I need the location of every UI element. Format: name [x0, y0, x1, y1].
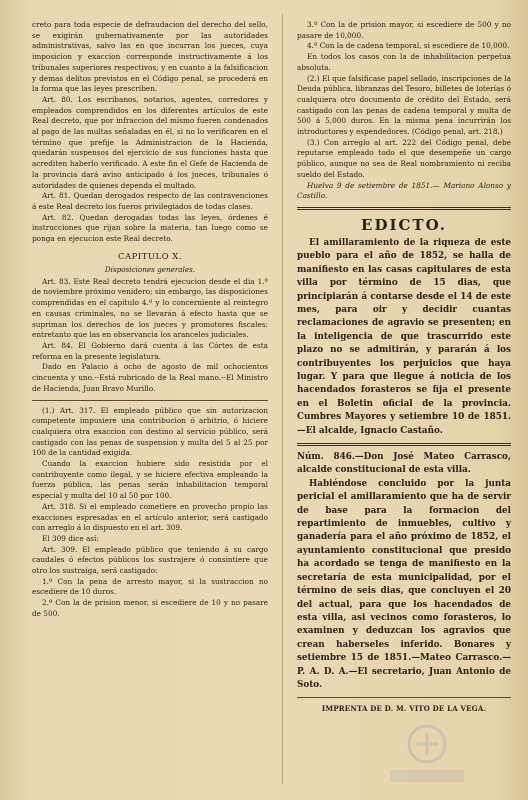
paragraph: 1.º Con la pena de arresto mayor, si la sustraccion no escediere de 10 duros.: [32, 576, 268, 597]
article-84: Art. 84. El Gobierno dará cuenta á las Córtes de esta reforma en la presente legislatura.: [32, 340, 268, 361]
footnote-3: (3.) Con arreglo al art. 222 del Código penal, debe reputarse empleado todo el que desempeñe un cargo público, aunque no sea de Real nombramiento ni reciba sueldo del Estado.: [297, 137, 511, 179]
article-83: Art. 83. Este Real decreto tendrá ejecucion desde el dia 1.º de noviembre próximo venidero; sin embargo, las disposiciones comprendidas en el capítulo 4.º y lo concerniente al reintegro en causas criminales, no se llevarán á efecto hasta que se supriman los derechos de los jueces y promotores fiscales: entretanto que las en observancia los aranceles judiciales.: [32, 276, 268, 340]
article-82: Art. 82. Quedan derogadas todas las leyes, órdenes é instrucciones que rijan sobre la materia, tan luego como se ponga en ejecucion este Real decreto.: [32, 212, 268, 244]
right-column: [297, 0, 511, 714]
chapter-heading: CAPITULO X.: [117, 251, 183, 262]
paragraph: El 309 dice así:: [42, 533, 99, 543]
paragraph: creto para toda especie de defraudacion del derecho del sello, se exigirán gubernativamente por las autoridades administrativas, salvo las en que incurran los jueces, cuya imposicion y exaccion corresponde instructivamente á los tribunales superiores respectivos; y en cuanto á la falsificacion y demas delitos previstos en el Código penal, se procederá en la forma que las leyes prescriben.: [32, 20, 268, 94]
edicto-title: EDICTO.: [361, 215, 447, 234]
article-80: Art. 80. Los escribanos, notarios, agentes, corredores y empleados comprendidos en los diferentes artículos de este Real decreto, que por infraccion del mismo fueren condenados al pago de las multas señaladas en él, si no lo verificaren en el término que prefije la Administracion de la Hacienda, quedarán suspensos del ejercicio de sus funciones hasta que acrediten haberlo verificado. A este fin el Gefe de Hacienda de la provincia dará aviso anticipado á los jueces, tribunales ó autoridades de quienes dependa el multado.: [32, 94, 268, 190]
paragraph: 4.º Con la de cadena temporal, si escediere de 10,000.: [307, 41, 510, 51]
footnote-1: (1.) Art. 317. El empleado público que sin autorizacion competente impusiere una contribucion ó arbitrio, ó hiciere cualquiera otra exaccion con destino al servicio público, será castigado con las penas de suspension y multa del 5 al 25 por 100 de la cantidad exigida.: [32, 405, 268, 458]
signature-line: Huelva 9 de setiembre de 1851.— Mariano Alonso y Castillo.: [297, 180, 511, 201]
decree-signature: Dado en Palacio á ocho de agosto de mil ochocientos cincuenta y uno.--Está rubricado de la Real mano.--El Ministro de Hacienda, Juan Bravo Murillo.: [32, 362, 268, 393]
paragraph: 3.º Con la de prision mayor, si escediere de 500 y no pasare de 10,000.: [297, 20, 511, 40]
paragraph: Cuando la exaccion hubiere sido resistida por el contribuyente como ilegal, y se hiciere efectiva empleando la fuerza pública, las penas serán inhabilitacion temporal especial y multa del 10 al 50 por 100.: [32, 459, 268, 501]
left-column: [32, 0, 268, 620]
divider: [297, 443, 511, 446]
divider: [297, 207, 511, 210]
edicto-body: El amillaramiento de la riqueza de este pueblo para el año de 1852, se halla de manifiesto en las casas capitulares de esta villa por término de 15 dias, que principiarán á contarse desde el 14 de este mes, para oir y decidir cuantas reclamaciones de agravio se presenten; en la inteligencia de que trascurrido este plazo no se admitirán, y pararán á los contribuyentes los perjuicios que haya lugar. Y para que llegue á noticia de los hacendados forasteros se fija el presente en el Boletin oficial de la provincia. Cumbres Mayores y setiembre 10 de 1851.—El alcalde, Ignacio Castaño.: [297, 237, 511, 436]
chapter-subheading: Disposiciones generales.: [104, 264, 196, 274]
paragraph: Art. 309. El empleado público que teniendo á su cargo caudales ó efectos públicos los sustrajere ó consintiere que otro los sustraiga, será castigado:: [32, 544, 268, 576]
notice-body: Habiéndose concluido por la junta pericial el amillaramiento que ha de servir de base para la formacion del repartimiento de inmuebles, cultivo y ganadería para el año próximo de 1852, el ayuntamiento constitucional que presido ha acordado se tenga de manifiesto en la secretaría de esta municipalidad, por el término de seis dias, que concluyen el 20 del actual, para que los hacendados de esta villa, asi vecinos como forasteros, lo examinen y deduzcan los agravios que crean haberseles inferido. Bonares y setiembre 15 de 1851.—Mateo Carrasco.—P. A. D. A.—El secretario, Juan Antonio de Soto.: [297, 478, 511, 690]
paragraph: En todos los casos con la de inhabilitacion perpetua absoluta.: [297, 52, 511, 72]
article-81: Art. 81. Quedan derogados respecto de las contravenciones á este Real decreto los fueros privilegiados de todas clases.: [32, 191, 268, 211]
library-watermark-icon: [372, 718, 482, 788]
printer-imprint: IMPRENTA DE D. M. VITO DE LA VEGA.: [321, 704, 487, 714]
footnote-2: (2.) El que falsificase papel sellado, inscripciones de la Deuda pública, libranzas del Tesoro, billetes de loterías ó cualquiera otro documento de crédito del Estado, será castigado con las penas de cadena temporal y multa de 500 á 5,000 duros. En la misma pena incurrirán los introductores y espendedores. (Código penal, art. 218.): [297, 73, 511, 137]
divider: [297, 697, 511, 698]
notice-heading: Núm. 846.—Don José Mateo Carrasco, alcalde constitucional de esta villa.: [297, 452, 511, 476]
column-rule: [282, 14, 283, 784]
divider: [32, 400, 268, 401]
paragraph: 2.º Con la de prision menor, si escediere de 10 y no pasare de 500.: [32, 598, 268, 618]
paragraph: Art. 318. Si el empleado cometiere en provecho propio las exacciones espresadas en el artículo anterior, será castigado con arreglo á lo dispuesto en el art. 309.: [32, 501, 268, 533]
